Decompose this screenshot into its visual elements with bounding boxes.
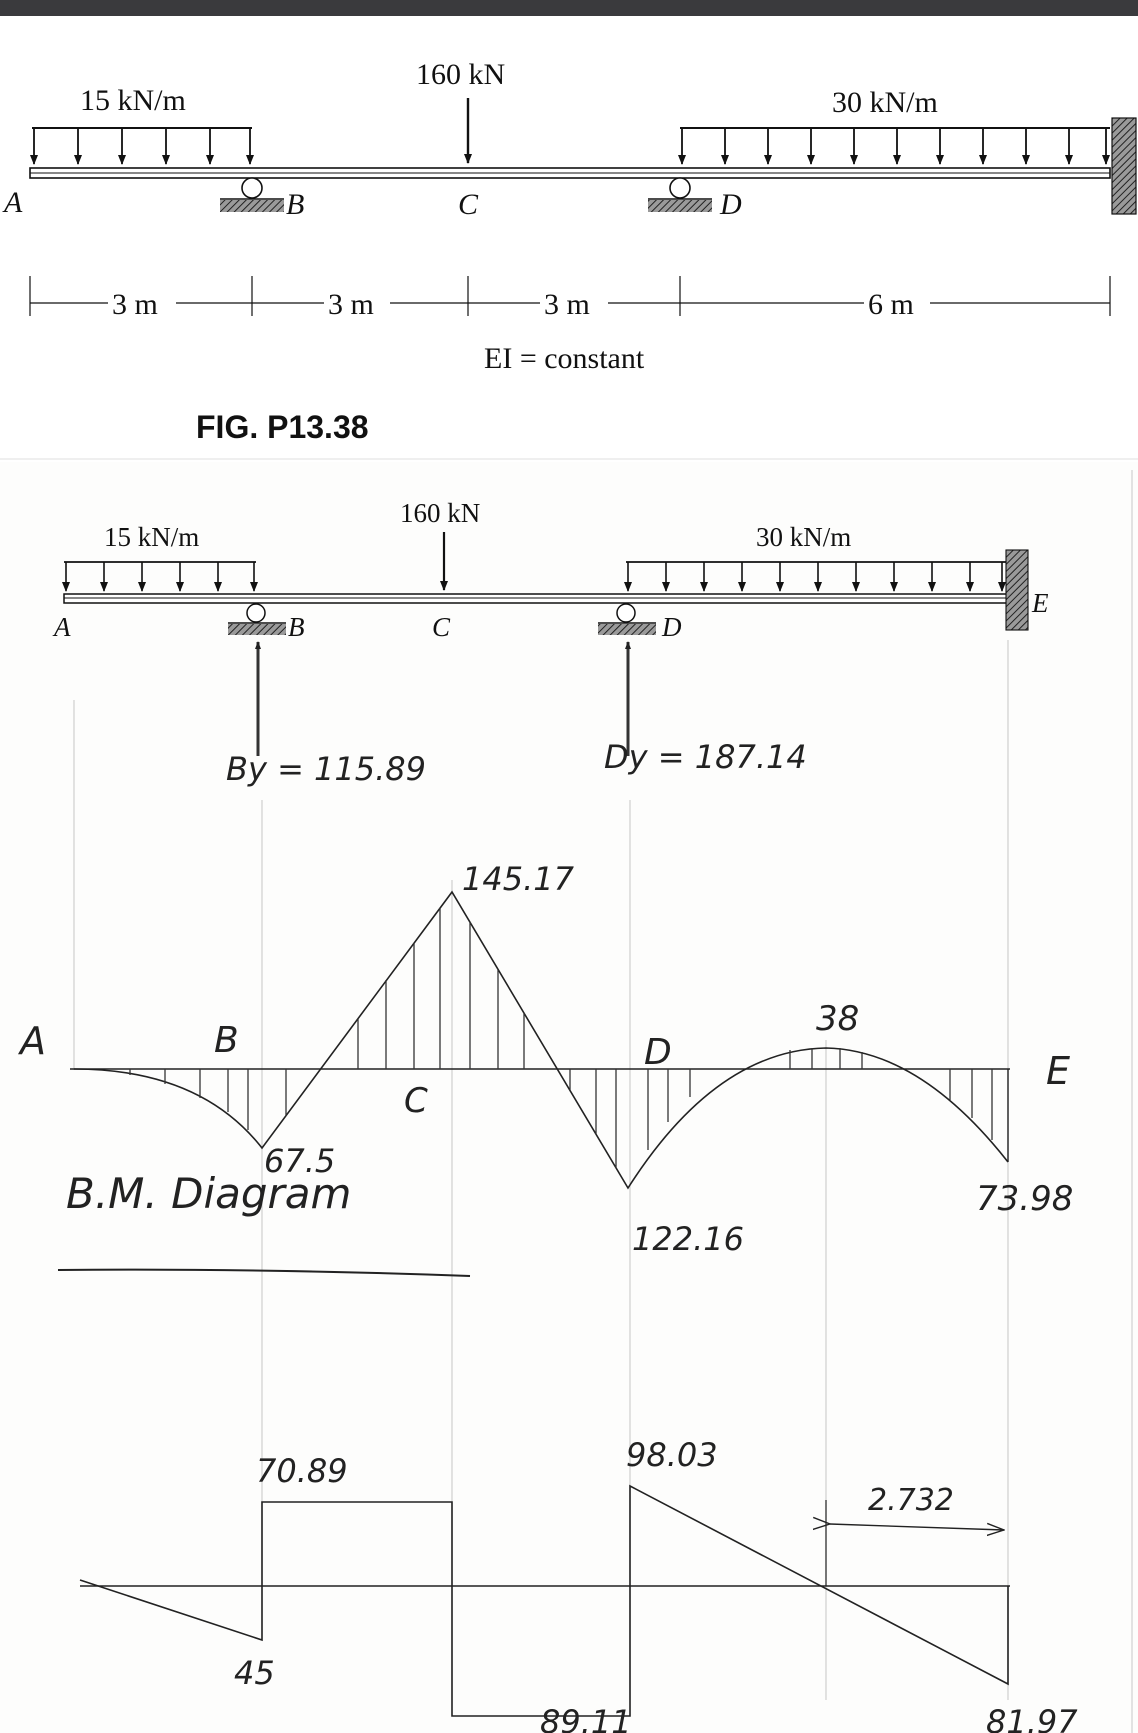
fixed-wall-E2 <box>1006 550 1028 630</box>
dimension-CD: 3 m <box>544 288 590 321</box>
bmd-value-D: 122.16 <box>632 1220 744 1258</box>
roller-support-D <box>648 178 712 212</box>
sfd-value-B-right: 70.89 <box>256 1452 348 1490</box>
node-A2-label: A <box>54 612 71 642</box>
udl-right-arrows <box>682 128 1106 164</box>
sfd-outline <box>80 1486 1008 1716</box>
udl-right-label-2: 30 kN/m <box>756 522 852 552</box>
udl-left-label: 15 kN/m <box>80 84 186 117</box>
bmd-title-underline <box>58 1270 470 1276</box>
reaction-B-label: By = 115.89 <box>226 750 427 788</box>
udl-left-arrows <box>34 128 250 164</box>
problem-figure <box>2 58 1136 445</box>
point-load-label-2: 160 kN <box>400 498 481 528</box>
solution-figure <box>52 470 1132 1733</box>
reaction-D-label: Dy = 187.14 <box>604 738 807 776</box>
udl-left-arrows-2 <box>66 562 254 591</box>
udl-left-label-2: 15 kN/m <box>104 522 200 552</box>
roller-support-B2 <box>228 604 286 635</box>
figure-caption: FIG. P13.38 <box>196 409 369 445</box>
node-B-label: B <box>286 188 305 221</box>
sfd-zero-distance: 2.732 <box>868 1483 954 1518</box>
dimension-DE: 6 m <box>868 288 914 321</box>
sfd-zero-distance-arrow <box>830 1524 1004 1530</box>
node-A-label: A <box>4 186 23 219</box>
bmd-point-D: D <box>644 1032 672 1073</box>
bmd-point-E: E <box>1046 1049 1071 1093</box>
sfd-value-D-right: 98.03 <box>626 1436 718 1474</box>
node-B2-label: B <box>288 612 305 642</box>
stiffness-note: EI = constant <box>484 342 645 375</box>
udl-right-arrows-2 <box>628 562 1002 591</box>
dimension-AB: 3 m <box>112 288 158 321</box>
point-load-label: 160 kN <box>416 58 506 91</box>
sfd-value-E: 81.97 <box>986 1703 1078 1733</box>
bmd-value-max: 38 <box>816 999 860 1039</box>
bmd-hatching <box>130 908 992 1168</box>
shear-force-diagram <box>80 1436 1078 1733</box>
udl-right-label: 30 kN/m <box>832 86 938 119</box>
roller-support-D2 <box>598 604 656 635</box>
node-D-label: D <box>720 188 742 221</box>
dimension-BC: 3 m <box>328 288 374 321</box>
bmd-point-B: B <box>214 1020 239 1061</box>
bmd-value-C: 145.17 <box>462 860 574 898</box>
node-E2-label: E <box>1032 588 1049 618</box>
bmd-point-C: C <box>404 1081 428 1121</box>
bmd-value-B: 67.5 <box>264 1142 336 1180</box>
bmd-point-A: A <box>20 1019 46 1063</box>
node-D2-label: D <box>662 612 682 642</box>
node-C2-label: C <box>432 612 451 642</box>
bmd-value-E: 73.98 <box>976 1179 1074 1219</box>
roller-support-B <box>220 178 284 212</box>
sfd-value-B-left: 45 <box>234 1654 275 1692</box>
bmd-title: B.M. Diagram <box>66 1169 352 1218</box>
sfd-value-C-right: 89.11 <box>540 1703 632 1733</box>
node-C-label: C <box>458 188 479 221</box>
fixed-wall-E <box>1112 118 1136 214</box>
bending-moment-diagram <box>17 860 1073 1276</box>
